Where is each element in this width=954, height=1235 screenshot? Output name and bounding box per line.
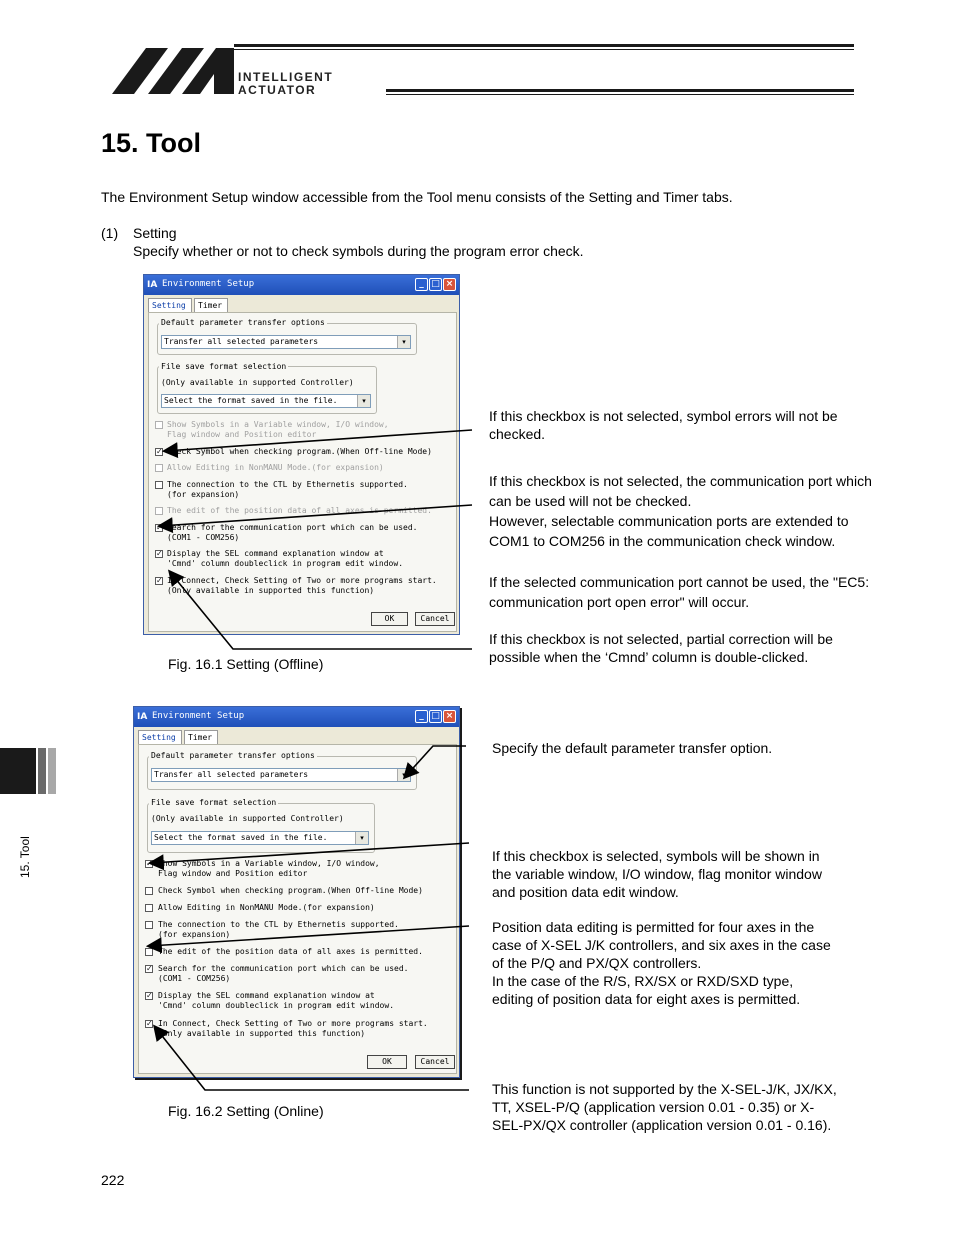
maximize-button[interactable]: □ bbox=[429, 278, 442, 291]
search-port-label-2: (COM1 - COM256) bbox=[158, 974, 231, 983]
fig2-callout-not-supported: This function is not supported by the X-SEL-J/K, JX/KX, TT, XSEL-P/Q (application version 0.01 - 0.35) or X-SEL-PX/QX controller (application version 0.01 - 0.16). bbox=[492, 1081, 837, 1133]
connect-check-checkbox[interactable]: ✓ bbox=[146, 1019, 153, 1028]
all-axes-label: The edit of the position data of all axes is permitted. bbox=[158, 947, 423, 956]
connect-check-label: In Connect, Check Setting of Two or more programs start. bbox=[158, 1019, 428, 1028]
connect-check-checkbox[interactable]: ✓ bbox=[156, 576, 163, 585]
section-description: Specify whether or not to check symbols during the program error check. bbox=[133, 243, 584, 259]
dropdown-arrow-icon: ▾ bbox=[397, 769, 410, 781]
section-number: (1) bbox=[101, 225, 119, 241]
intro-text: The Environment Setup window accessible from the Tool menu consists of the Setting and Timer tabs. bbox=[101, 189, 733, 205]
transfer-select-value: Transfer all selected parameters bbox=[154, 770, 309, 779]
format-select-value: Select the format saved in the file. bbox=[154, 833, 328, 842]
display-sel-label-2: 'Cmnd' column doubleclick in program edit window. bbox=[167, 559, 404, 568]
ok-button[interactable]: OK bbox=[367, 1055, 407, 1069]
ethernet-label-2: (for expansion) bbox=[158, 930, 231, 939]
show-symbols-checkbox[interactable]: ✓ bbox=[146, 859, 153, 868]
search-port-label-2: (COM1 - COM256) bbox=[167, 533, 240, 542]
display-sel-checkbox[interactable]: ✓ bbox=[156, 549, 163, 558]
cancel-button[interactable]: Cancel bbox=[415, 1055, 455, 1069]
format-note: (Only available in supported Controller) bbox=[161, 378, 354, 387]
fig2-callout-eight-axes: In the case of the R/S, RX/SX or RXD/SXD type, editing of position data for eight axes is permitted. bbox=[492, 973, 801, 1007]
section-title: Setting bbox=[133, 225, 177, 241]
search-port-label: Search for the communication port which can be used. bbox=[158, 964, 409, 973]
maximize-button[interactable]: □ bbox=[429, 710, 442, 723]
display-sel-label: Display the SEL command explanation window at bbox=[158, 991, 375, 1000]
brand-line-1: INTELLIGENT bbox=[238, 70, 334, 84]
chapter-title: 15. Tool bbox=[101, 128, 202, 158]
fig1-callout-ec5-error: If the selected communication port cannot be used, the "EC5: communication port open error" will occur. bbox=[489, 574, 870, 610]
fig1-caption: Fig. 16.1 Setting (Offline) bbox=[168, 656, 324, 672]
fig1-callout-comm-port-extended: However, selectable communication ports are extended to COM1 to COM256 in the communication check window. bbox=[489, 513, 849, 549]
format-select-value: Select the format saved in the file. bbox=[164, 396, 338, 405]
fig1-callout-cmnd-column: If this checkbox is not selected, partial correction will be possible when the ‘Cmnd’ column is double-clicked. bbox=[489, 631, 833, 665]
format-group-label: File save format selection bbox=[161, 362, 287, 371]
dropdown-arrow-icon: ▾ bbox=[357, 395, 370, 407]
all-axes-label: The edit of the position data of all axes is permitted. bbox=[167, 506, 432, 515]
show-symbols-label-2: Flag window and Position editor bbox=[158, 869, 308, 878]
check-symbol-checkbox[interactable]: ✓ bbox=[156, 447, 163, 456]
search-port-checkbox[interactable]: ✓ bbox=[146, 964, 153, 973]
fig2-callout-show-symbols: If this checkbox is selected, symbols will be shown in the variable window, I/O window, flag monitor window and position data edit window. bbox=[492, 848, 822, 900]
check-symbol-label: Check Symbol when checking program.(When Off-line Mode) bbox=[167, 447, 432, 456]
dialog-title: Environment Setup bbox=[162, 279, 255, 289]
format-note: (Only available in supported Controller) bbox=[151, 814, 344, 823]
connect-check-label-2: (Only available in supported this function) bbox=[158, 1029, 366, 1038]
close-button[interactable]: × bbox=[443, 278, 456, 291]
page-number: 222 bbox=[101, 1172, 125, 1188]
tab-setting[interactable]: Setting bbox=[148, 298, 192, 312]
ok-button[interactable]: OK bbox=[371, 612, 408, 626]
tab-setting[interactable]: Setting bbox=[138, 730, 182, 744]
dialog-title: Environment Setup bbox=[152, 711, 245, 721]
transfer-select-value: Transfer all selected parameters bbox=[164, 337, 319, 346]
transfer-group-label: Default parameter transfer options bbox=[161, 318, 325, 327]
transfer-group-label: Default parameter transfer options bbox=[151, 751, 315, 760]
side-tab-label: 15. Tool bbox=[18, 836, 32, 878]
search-port-checkbox[interactable]: ✓ bbox=[156, 523, 163, 532]
allow-editing-label: Allow Editing in NonMANU Mode.(for expansion) bbox=[167, 463, 384, 472]
tab-timer[interactable]: Timer bbox=[184, 730, 218, 744]
fig1-callout-symbol-errors: If this checkbox is not selected, symbol errors will not be checked. bbox=[489, 408, 838, 442]
connect-check-label: In Connect, Check Setting of Two or more programs start. bbox=[167, 576, 437, 585]
dropdown-arrow-icon: ▾ bbox=[397, 336, 410, 348]
tab-timer[interactable]: Timer bbox=[194, 298, 228, 312]
fig2-caption: Fig. 16.2 Setting (Online) bbox=[168, 1103, 324, 1119]
search-port-label: Search for the communication port which can be used. bbox=[167, 523, 418, 532]
fig1-callout-comm-port: If this checkbox is not selected, the communication port which can be used will not be checked. bbox=[489, 473, 872, 509]
app-icon: IA bbox=[147, 280, 158, 290]
minimize-button[interactable]: _ bbox=[415, 278, 428, 291]
show-symbols-label-2: Flag window and Position editor bbox=[167, 430, 317, 439]
ethernet-label-2: (for expansion) bbox=[167, 490, 240, 499]
connect-check-label-2: (Only available in supported this function) bbox=[167, 586, 375, 595]
minimize-button[interactable]: _ bbox=[415, 710, 428, 723]
close-button[interactable]: × bbox=[443, 710, 456, 723]
allow-editing-label: Allow Editing in NonMANU Mode.(for expansion) bbox=[158, 903, 375, 912]
show-symbols-label: Show Symbols in a Variable window, I/O window, bbox=[158, 859, 380, 868]
show-symbols-label: Show Symbols in a Variable window, I/O window, bbox=[167, 420, 389, 429]
format-group-label: File save format selection bbox=[151, 798, 277, 807]
ethernet-label: The connection to the CTL by Ethernetis supported. bbox=[167, 480, 408, 489]
dropdown-arrow-icon: ▾ bbox=[355, 832, 368, 844]
check-symbol-label: Check Symbol when checking program.(When Off-line Mode) bbox=[158, 886, 423, 895]
fig2-callout-position-axes: Position data editing is permitted for four axes in the case of X-SEL J/K controllers, and six axes in the case of the P/Q and PX/QX controllers. bbox=[492, 919, 831, 971]
ethernet-label: The connection to the CTL by Ethernetis supported. bbox=[158, 920, 399, 929]
display-sel-label: Display the SEL command explanation window at bbox=[167, 549, 384, 558]
app-icon: IA bbox=[137, 712, 148, 722]
display-sel-checkbox[interactable]: ✓ bbox=[146, 991, 153, 1000]
fig2-callout-transfer-option: Specify the default parameter transfer option. bbox=[492, 740, 773, 756]
brand-line-2: ACTUATOR bbox=[238, 83, 317, 97]
display-sel-label-2: 'Cmnd' column doubleclick in program edit window. bbox=[158, 1001, 395, 1010]
cancel-button[interactable]: Cancel bbox=[415, 612, 455, 626]
